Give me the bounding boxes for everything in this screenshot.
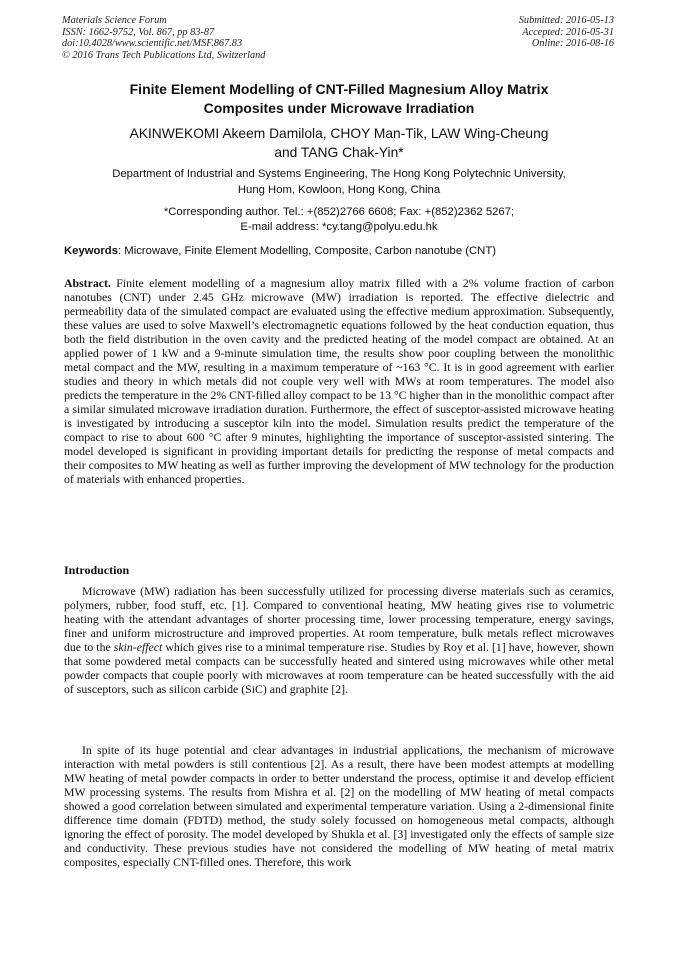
keywords-text: : Microwave, Finite Element Modelling, Composite, Carbon nanotube (CNT) xyxy=(118,245,496,257)
intro-p1-text-a: Microwave (MW) radiation has been successfully utilized for processing diverse materials such as ceramics, polymers, rubber, food stuff, etc. [1]. Compared to conventional heating, MW heating gives rise to volumetric heating with the attendant advantages of shorter processing time, lower processing temperature, energy savings, finer and uniform microstructure and improved properties. At room temperature, bulk metals reflect microwaves due to the xyxy=(64,584,614,654)
affiliation-line-2: Hung Hom, Kowloon, Hong Kong, China xyxy=(237,183,441,196)
introduction-heading: Introduction xyxy=(64,563,130,577)
affiliation xyxy=(40,167,638,198)
intro-paragraph-1 xyxy=(64,584,614,696)
contact-line-1: *Corresponding author. Tel.: +(852)2766 6608; Fax: +(852)2362 5267; xyxy=(163,206,515,218)
abstract xyxy=(64,276,614,486)
intro-p1-emphasis: skin-effect xyxy=(113,640,163,654)
accepted-date: Accepted: 2016-05-31 xyxy=(522,26,614,38)
affiliation-line-1: Department of Industrial and Systems Engineering, The Hong Kong Polytechnic University, xyxy=(112,168,566,180)
journal-info xyxy=(62,15,265,61)
contact-line-2: E-mail address: *cy.tang@polyu.edu.hk xyxy=(240,220,438,233)
keywords-label: Keywords xyxy=(64,245,118,257)
abstract-text: Finite element modelling of a magnesium alloy matrix filled with a 2% volume fraction of carbon nanotubes (CNT) under 2.45 GHz microwave (MW) irradiation is reported. The effective dielectric and permeability data of the simulated compact are evaluated using the effective medium approximation. Subsequently, these values are used to solve Maxwell’s electromagnetic equations followed by the heat conduction equation, thus both the field distribution in the oven cavity and the predicted heating of the model compact are obtained. At an applied power of 1 kW and a 9-minute simulation time, the results show poor coupling between the monolithic metal compact and the MW, resulting in a maximum temperature of ~163 °C. It is in good agreement with earlier studies and theory in which metals did not couple very well with MWs at room temperatures. The model also predicts the temperature in the 2% CNT-filled alloy compact to be 13 °C higher than in the monolithic compact after a similar simulated microwave irradiation duration. Furthermore, the effect of susceptor-assisted microwave heating is investigated by introducing a susceptor kiln into the model. Simulation results predict the temperature of the compact to rise to about 600 °C after 9 minutes, highlighting the importance of susceptor-assisted sintering. The model developed is significant in providing important details for predicting the response of metal compacts and their composites to MW heating as well as further improving the development of MW technology for the production of materials with enhanced properties. xyxy=(64,276,615,486)
authors-line-1: AKINWEKOMI Akeem Damilola, CHOY Man-Tik, LAW Wing-Cheung xyxy=(129,126,549,141)
journal-name: Materials Science Forum xyxy=(62,15,167,26)
online-date: Online: 2016-08-16 xyxy=(531,38,614,50)
paper-title xyxy=(40,80,638,117)
intro-p1-text-b: which gives rise to a minimal temperature rise. Studies by Roy et al. [1] have, however, shown that some powdered metal compacts can be successfully heated and sintered using microwaves while other metal powder compacts that couple poorly with microwaves at room temperature can be heated successfully with the aid of susceptors, such as silicon carbide (SiC) and graphite [2]. xyxy=(64,640,614,696)
intro-paragraph-2: In spite of its huge potential and clear advantages in industrial applications, the mechanism of microwave interaction with metal powders is still contentious [2]. As a result, there have been modest attempts at modelling MW heating of metal powder compacts in order to better understand the process, optimise it and develop efficient MW processing systems. The results from Mishra et al. [2] on the modelling of MW heating of metal compacts showed a good correlation between simulated and experimental temperature variation. Using a 2-dimensional finite difference time domain (FDTD) method, the study solely focussed on homogeneous metal compacts, although ignoring the effect of porosity. The model developed by Shukla et al. [3] investigated only the effects of sample size and conductivity. These previous studies have not considered the modelling of MW heating of metal matrix composites, especially CNT-filled ones. Therefore, this work xyxy=(64,743,614,869)
authors-line-2: and TANG Chak-Yin* xyxy=(274,144,404,160)
keywords xyxy=(64,244,616,258)
title-line-1: Finite Element Modelling of CNT-Filled Magnesium Alloy Matrix xyxy=(129,81,549,97)
author-list xyxy=(40,125,638,163)
publication-dates xyxy=(519,15,614,50)
issn-line: ISSN: 1662-9752, Vol. 867, pp 83-87 xyxy=(62,26,215,38)
copyright-line: © 2016 Trans Tech Publications Ltd, Switzerland xyxy=(62,49,266,61)
abstract-label: Abstract. xyxy=(64,276,111,290)
corresponding-author xyxy=(40,205,638,234)
title-line-2: Composites under Microwave Irradiation xyxy=(203,99,475,116)
doi-line: doi:10.4028/www.scientific.net/MSF.867.83 xyxy=(62,38,243,50)
submitted-date: Submitted: 2016-05-13 xyxy=(518,15,614,26)
